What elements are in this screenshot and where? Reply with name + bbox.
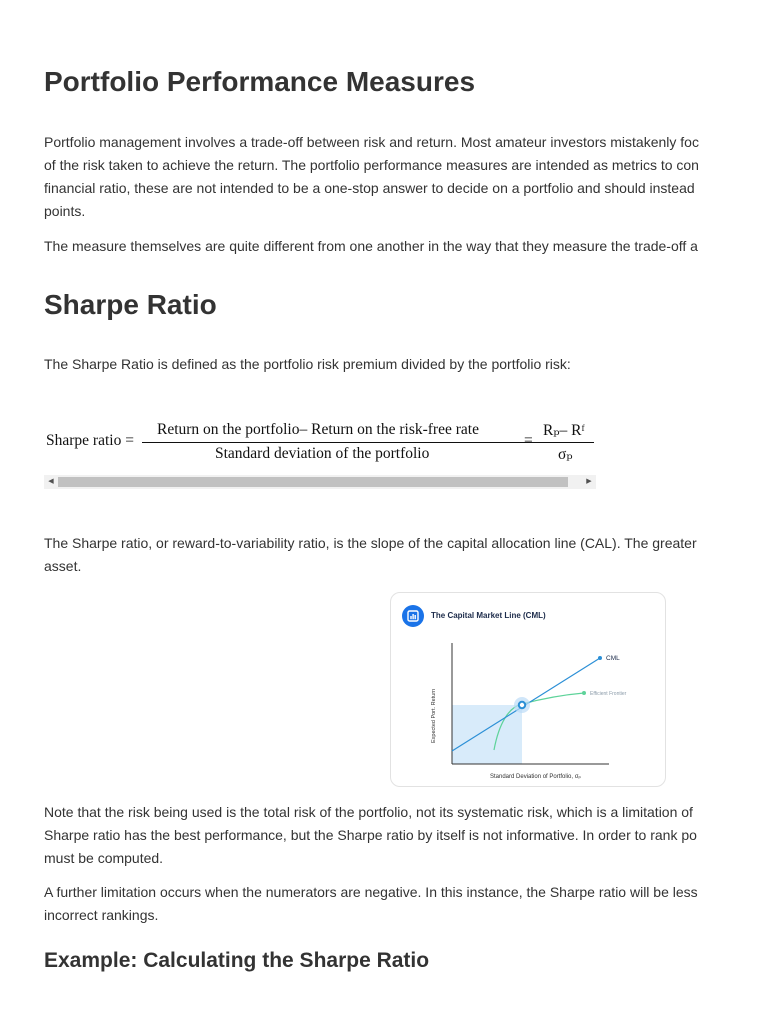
cml-figure [390,592,666,787]
definition-line: The Sharpe Ratio is defined as the portfolio risk premium divided by the portfolio risk: [44,356,571,372]
definition-paragraph [44,353,571,376]
intro-line: financial ratio, these are not intended to be a one-stop answer to decide on a portfolio and should instead [44,180,695,196]
limitation-line: incorrect rankings. [44,907,159,923]
sharpe-formula [44,418,596,468]
limitation-line: A further limitation occurs when the numerators are negative. In this instance, the Sharpe ratio will be less [44,884,698,900]
example-title: Example: Calculating the Sharpe Ratio [44,949,430,972]
formula-denominator: Standard deviation of the portfolio [215,445,430,462]
note-line: Note that the risk being used is the total risk of the portfolio, not its systematic risk, which is a limitation of [44,804,693,820]
figure-title: The Capital Market Line (CML) [431,611,546,620]
intro-line: of the risk taken to achieve the return. The portfolio performance measures are intended as metrics to con [44,157,699,173]
formula-equals: = [524,432,533,449]
measures-line: The measure themselves are quite different from one another in the way that they measure the trade-off a [44,238,698,254]
y-axis-label: Expected Port. Return [431,688,437,743]
frontier-endpoint [582,691,586,695]
formula-rhs-numerator: Rₚ– Rᶠ [543,422,585,439]
formula-scrollbar[interactable] [44,475,596,489]
fraction-bar-short [538,442,594,443]
cal-line: The Sharpe ratio, or reward-to-variability ratio, is the slope of the capital allocation line (CAL). The greater [44,535,697,551]
cal-line: asset. [44,558,82,574]
cml-endpoint [598,656,602,660]
note-line: must be computed. [44,850,164,866]
formula-numerator: Return on the portfolio– Return on the risk-free rate [157,421,479,438]
article [44,0,768,1024]
intro-paragraph [44,131,699,223]
tangency-point [519,702,525,708]
measures-paragraph [44,235,698,258]
intro-line: Portfolio management involves a trade-off between risk and return. Most amateur investors mistakenly foc [44,134,699,150]
cal-paragraph [44,532,697,578]
scroll-left-icon[interactable]: ◀ [48,478,54,485]
page-title: Portfolio Performance Measures [44,66,476,97]
scrollbar-thumb[interactable] [58,477,568,487]
limitation-paragraph [44,881,698,927]
note-line: Sharpe ratio has the best performance, but the Sharpe ratio by itself is not informative. In order to rank po [44,827,697,843]
scroll-right-icon[interactable]: ▶ [586,478,592,485]
intro-line: points. [44,203,86,219]
section-title: Sharpe Ratio [44,289,217,320]
fraction-bar [142,442,562,443]
formula-rhs-denominator: σₚ [558,446,573,463]
note-paragraph [44,801,697,870]
x-axis-label: Standard Deviation of Portfolio, σₚ [490,774,581,780]
formula-lhs: Sharpe ratio = [46,432,134,449]
cml-label: CML [606,655,620,662]
frontier-label: Efficient Frontier [590,691,627,697]
